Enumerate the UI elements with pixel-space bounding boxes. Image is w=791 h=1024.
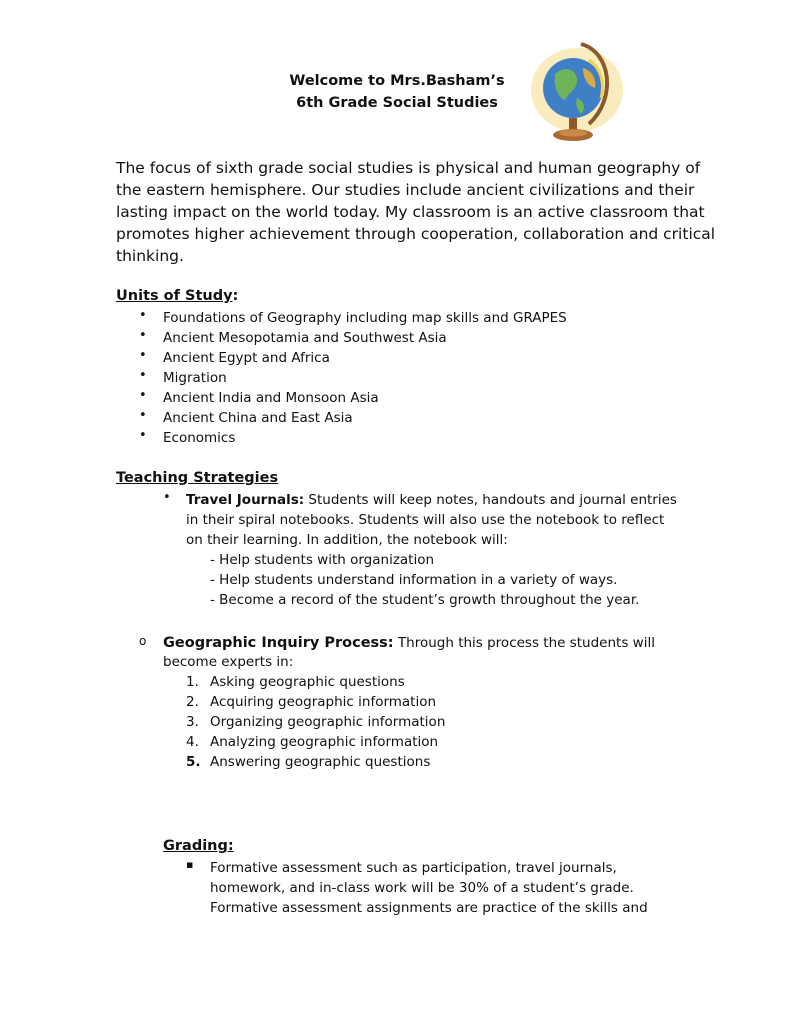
step-number: 2. bbox=[186, 694, 199, 710]
bullet-icon: • bbox=[139, 368, 147, 383]
bullet-icon: • bbox=[139, 328, 147, 343]
grading-text: Formative assessment assignments are practice of the skills and bbox=[210, 900, 648, 916]
step-text: Asking geographic questions bbox=[210, 674, 405, 690]
intro-line: lasting impact on the world today. My classroom is an active classroom that bbox=[116, 203, 705, 221]
intro-line: promotes higher achievement through cooperation, collaboration and critical bbox=[116, 225, 716, 243]
circle-bullet-icon: o bbox=[139, 634, 147, 648]
grading-text: Formative assessment such as participation, travel journals, bbox=[210, 860, 617, 876]
square-bullet-icon: ▪ bbox=[186, 858, 194, 871]
travel-journals-text: Students will keep notes, handouts and journal entries bbox=[304, 492, 677, 508]
journal-point: - Become a record of the student’s growth throughout the year. bbox=[210, 592, 640, 608]
bullet-icon: • bbox=[139, 428, 147, 443]
page-title: Welcome to Mrs.Basham’s bbox=[289, 73, 505, 89]
grading-text: homework, and in-class work will be 30% of a student’s grade. bbox=[210, 880, 634, 896]
page-subtitle: 6th Grade Social Studies bbox=[296, 95, 498, 111]
step-number: 5. bbox=[186, 754, 201, 770]
strategies-heading: Teaching Strategies bbox=[116, 470, 279, 486]
step-number: 1. bbox=[186, 674, 199, 690]
intro-line: the eastern hemisphere. Our studies include ancient civilizations and their bbox=[116, 181, 695, 199]
bullet-icon: • bbox=[139, 388, 147, 403]
grading-heading: Grading: bbox=[163, 838, 234, 854]
step-text: Answering geographic questions bbox=[210, 754, 431, 770]
inquiry-text: become experts in: bbox=[163, 654, 294, 670]
list-item: Ancient Egypt and Africa bbox=[163, 350, 330, 366]
list-item: Ancient India and Monsoon Asia bbox=[163, 390, 379, 406]
journal-point: - Help students with organization bbox=[210, 552, 435, 568]
travel-journals-text: in their spiral notebooks. Students will also use the notebook to reflect bbox=[186, 512, 665, 528]
step-text: Organizing geographic information bbox=[210, 714, 446, 730]
list-item: Foundations of Geography including map skills and GRAPES bbox=[163, 310, 567, 326]
travel-journals-text: on their learning. In addition, the notebook will: bbox=[186, 532, 508, 548]
bullet-icon: • bbox=[139, 408, 147, 423]
journal-point: - Help students understand information in a variety of ways. bbox=[210, 572, 618, 588]
inquiry-text: Through this process the students will bbox=[393, 635, 655, 651]
step-text: Analyzing geographic information bbox=[210, 734, 439, 750]
list-item: Migration bbox=[163, 370, 227, 386]
bullet-icon: • bbox=[139, 348, 147, 363]
units-heading: Units of Study: bbox=[116, 288, 239, 304]
step-number: 3. bbox=[186, 714, 199, 730]
step-text: Acquiring geographic information bbox=[210, 694, 437, 710]
travel-journals-label: Travel Journals: bbox=[186, 492, 305, 508]
intro-paragraph bbox=[116, 157, 716, 267]
globe-icon bbox=[525, 38, 625, 146]
inquiry-label: Geographic Inquiry Process: bbox=[163, 635, 394, 651]
step-number: 4. bbox=[186, 734, 199, 750]
list-item: Ancient China and East Asia bbox=[163, 410, 353, 426]
bullet-icon: • bbox=[139, 308, 147, 323]
list-item: Ancient Mesopotamia and Southwest Asia bbox=[163, 330, 447, 346]
intro-line: thinking. bbox=[116, 247, 184, 265]
list-item: Economics bbox=[163, 430, 236, 446]
bullet-icon: • bbox=[163, 490, 171, 505]
intro-line: The focus of sixth grade social studies is physical and human geography of bbox=[116, 159, 701, 177]
